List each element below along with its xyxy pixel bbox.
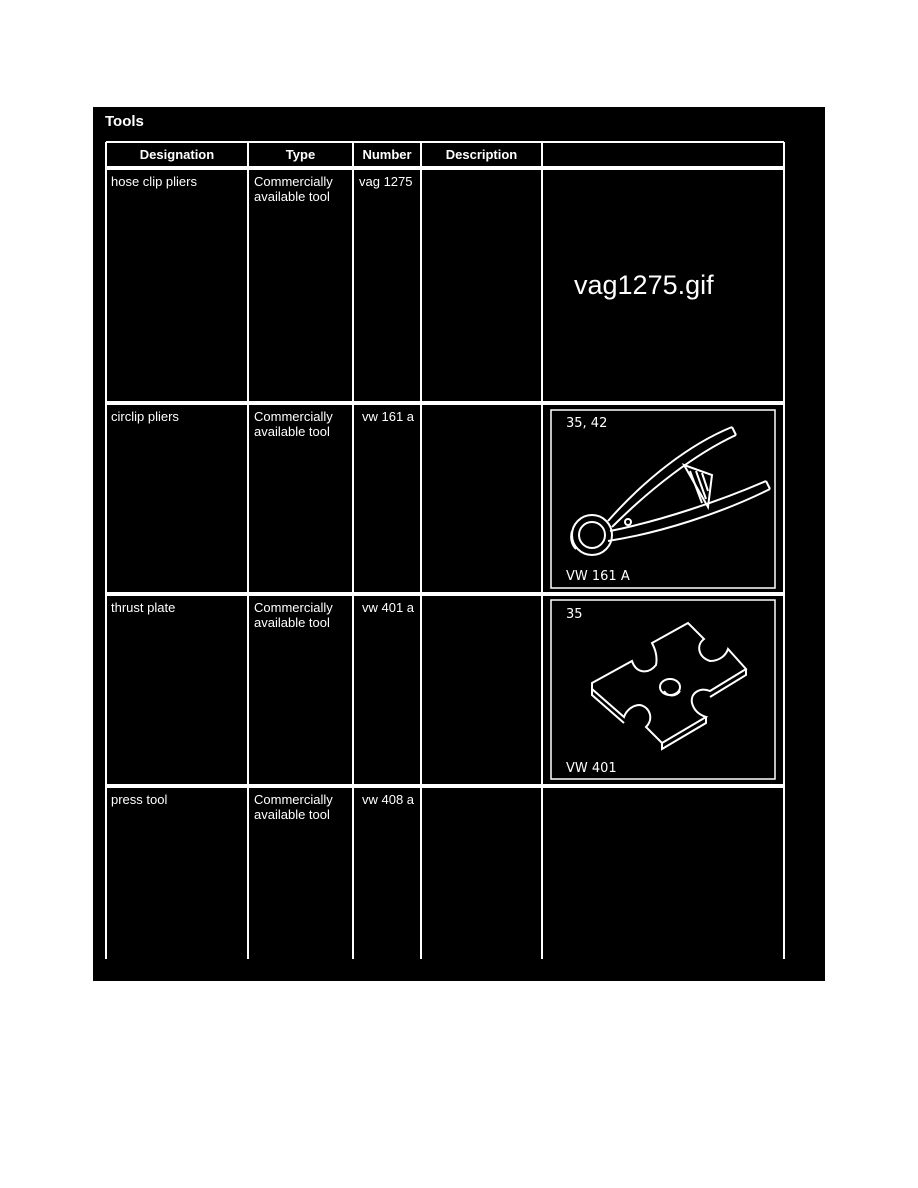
figure-frame	[551, 410, 775, 588]
header-description: Description	[445, 147, 518, 162]
row3-type-line2: available tool	[254, 615, 330, 630]
header-number: Number	[362, 147, 412, 162]
circlip-pliers-figure	[550, 409, 776, 589]
figure-frame	[551, 600, 775, 779]
row2-type-line1: Commercially	[254, 409, 333, 424]
row1-type-line2: available tool	[254, 189, 330, 204]
figure-label: VW 401	[566, 761, 617, 776]
row3-number: vw 401 a	[362, 600, 415, 615]
figure-label: VW 161 A	[566, 569, 630, 584]
row2-designation: circlip pliers	[111, 409, 179, 424]
header-type: Type	[285, 147, 316, 162]
row2-type-line2: available tool	[254, 424, 330, 439]
row2-number: vw 161 a	[362, 409, 415, 424]
row1-type	[254, 174, 333, 204]
row1-number: vag 1275	[359, 174, 413, 189]
tools-panel	[93, 107, 825, 981]
header-designation: Designation	[139, 147, 215, 162]
row1-designation: hose clip pliers	[111, 174, 197, 189]
row3-type-line1: Commercially	[254, 600, 333, 615]
figure-ref: 35	[566, 607, 583, 622]
row4-designation: press tool	[111, 792, 168, 807]
row4-type-line2: available tool	[254, 807, 330, 822]
row1-image-placeholder: vag1275.gif	[574, 270, 714, 300]
row4-type	[254, 792, 333, 822]
row4-number: vw 408 a	[362, 792, 415, 807]
row3-designation: thrust plate	[111, 600, 176, 615]
row4-type-line1: Commercially	[254, 792, 333, 807]
row3-type	[254, 600, 333, 630]
thrust-plate-figure	[550, 599, 776, 780]
row1-type-line1: Commercially	[254, 174, 333, 189]
row2-type	[254, 409, 333, 439]
section-title: Tools	[105, 113, 144, 130]
figure-ref: 35, 42	[566, 416, 608, 431]
